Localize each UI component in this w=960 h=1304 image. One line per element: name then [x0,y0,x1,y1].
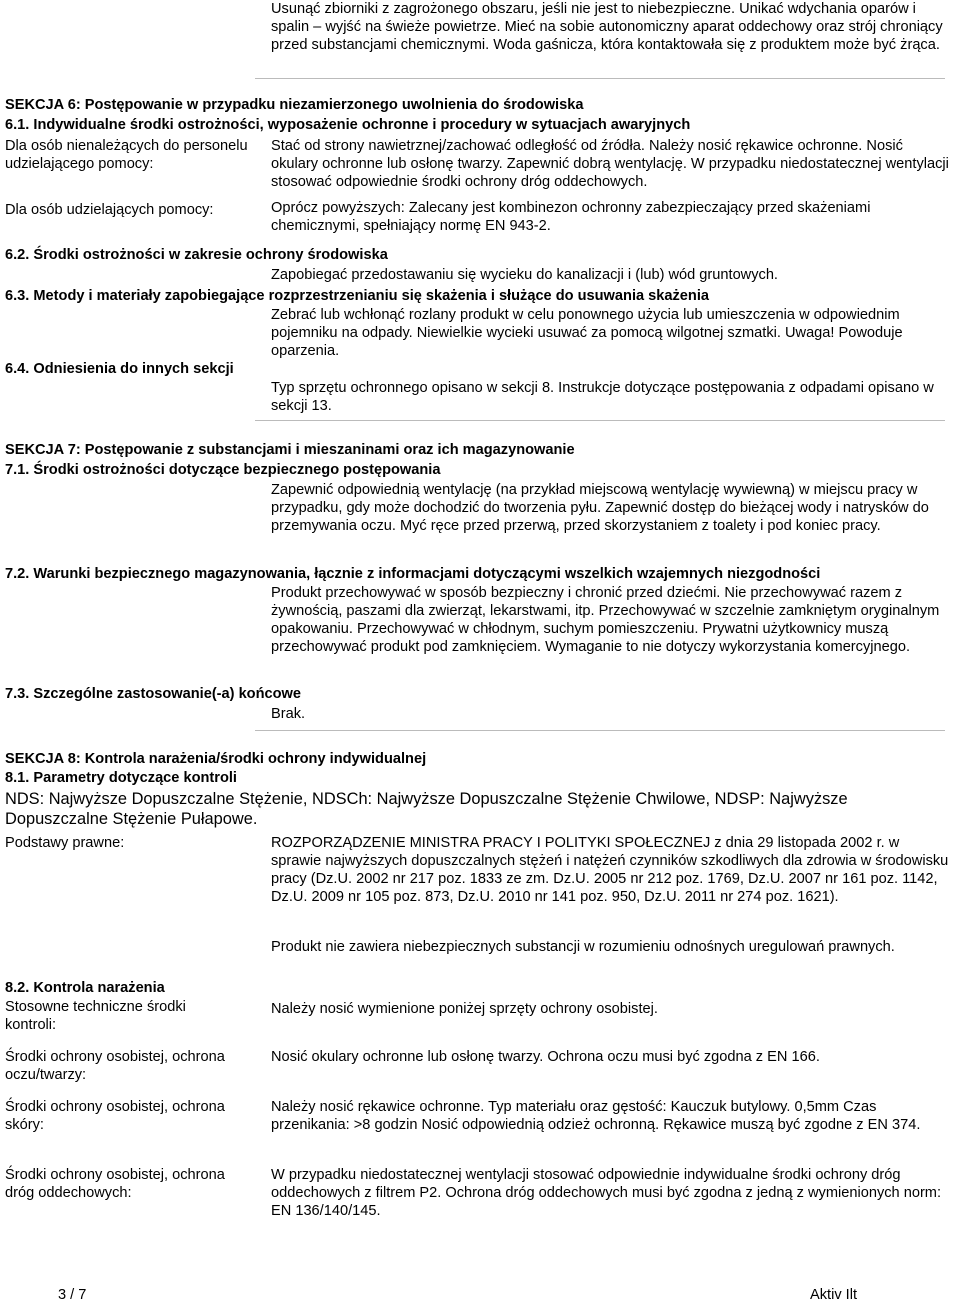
text-respiratory-protection: W przypadku niedostatecznej wentylacji stosować odpowiednie indywidualne środki ochrony dróg oddechowych z filtrem P2. Ochrona dróg oddechowych musi być zgodna z jedną z wymienionych norm: EN 136/140/145. [271,1167,942,1219]
subsection-6-2-heading: 6.2. Środki ostrożności w zakresie ochrony środowiska [5,247,388,263]
section-divider [255,420,945,421]
subsection-8-1-heading: 8.1. Parametry dotyczące kontroli [5,770,237,786]
text-no-hazardous-substances: Produkt nie zawiera niebezpiecznych substancji w rozumieniu odnośnych uregulowań prawnych. [271,939,895,955]
section-divider [255,730,945,731]
text-7-3: Brak. [271,706,306,722]
subsection-6-3-heading: 6.3. Metody i materiały zapobiegające rozprzestrzenianiu się skażenia i służące do usuwania skażenia [5,288,710,304]
subsection-7-2-heading: 7.2. Warunki bezpiecznego magazynowania, łącznie z informacjami dotyczącymi wszelkich wzajemnych niezgodności [5,566,821,582]
label-non-emergency-personnel: Dla osób nienależących do personelu udzielającego pomocy: [5,138,248,172]
text-legal-basis: ROZPORZĄDZENIE MINISTRA PRACY I POLITYKI SPOŁECZNEJ z dnia 29 listopada 2002 r. w sprawie najwyższych dopuszczalnych stężeń i natężeń czynników szkodliwych dla zdrowia w środowisku pracy (Dz.U. 2002 nr 217 poz. 1833 ze zm. Dz.U. 2005 nr 212 poz. 1769, Dz.U. 2007 nr 161 poz. 1142, Dz.U. 2009 nr 105 poz. 873, Dz.U. 2010 nr 141 poz. 950, Dz.U. 2011 nr 274 poz. 1621). [271,835,949,905]
section7-title: SEKCJA 7: Postępowanie z substancjami i mieszaninami oraz ich magazynowanie [5,442,575,458]
text-6-2: Zapobiegać przedostawaniu się wycieku do kanalizacji i (lub) wód gruntowych. [271,267,778,283]
subsection-8-2-heading: 8.2. Kontrola narażenia [5,980,165,996]
label-engineering-controls: Stosowne techniczne środki kontroli: [5,999,186,1033]
text-emergency-responders: Oprócz powyższych: Zalecany jest kombinezon ochronny zabezpieczający przed skażeniami chemicznymi, spełniający normę EN 943-2. [271,200,871,234]
text-7-1: Zapewnić odpowiednią wentylację (na przykład miejscową wentylację wywiewną) w miejscu pracy w przypadku, gdy może dochodzić do tworzenia pyłu. Zapewnić dostęp do bieżącej wody i natrysków do przemywania oczu. Myć ręce przed przerwą, przed skorzystaniem z toalety i pod koniec pracy. [271,482,929,534]
label-legal-basis: Podstawy prawne: [5,835,125,851]
text-eye-face-protection: Nosić okulary ochronne lub osłonę twarzy. Ochrona oczu musi być zgodna z EN 166. [271,1049,820,1065]
subsection-6-4-heading: 6.4. Odniesienia do innych sekcji [5,361,234,377]
section6-title: SEKCJA 6: Postępowanie w przypadku niezamierzonego uwolnienia do środowiska [5,97,584,113]
subsection-7-1-heading: 7.1. Środki ostrożności dotyczące bezpiecznego postępowania [5,462,441,478]
text-skin-protection: Należy nosić rękawice ochronne. Typ materiału oraz gęstość: Kauczuk butylowy. 0,5mm Czas przenikania: >8 godzin Nosić odpowiednią odzież ochronną. Rękawice muszą być zgodne z EN 374. [271,1099,921,1133]
label-emergency-responders: Dla osób udzielających pomocy: [5,202,214,218]
label-respiratory-protection: Środki ochrony osobistej, ochrona dróg oddechowych: [5,1167,225,1201]
subsection-6-1-heading: 6.1. Indywidualne środki ostrożności, wyposażenie ochronne i procedury w sytuacjach awaryjnych [5,117,691,133]
text-engineering-controls: Należy nosić wymienione poniżej sprzęty ochrony osobistej. [271,1001,658,1017]
text-7-2: Produkt przechowywać w sposób bezpieczny i chronić przed dziećmi. Nie przechowywać razem z żywnością, paszami dla zwierząt, lekarstwami, itp. Przechowywać w szczelnie zamkniętym oryginalnym opakowaniu. Przechowywać w chłodnym, suchym pomieszczeniu. Prywatni użytkownicy muszą przechowywać produkt pod zamknięciem. Wymaganie to nie dotyczy wykorzystania komercyjnego. [271,585,940,655]
section5-continuation-text: Usunąć zbiorniki z zagrożonego obszaru, jeśli nie jest to niebezpieczne. Unikać wdychania oparów i spalin – wyjść na świeże powietrze. Mieć na sobie autonomiczny aparat oddechowy oraz strój chroniący przed substancjami chemicznymi. Woda gaśnicza, która kontaktowała się z produktem może być żrąca. [271,1,943,53]
page-number: 3 / 7 [58,1287,87,1303]
subsection-7-3-heading: 7.3. Szczególne zastosowanie(-a) końcowe [5,686,302,702]
product-name: Aktiv Ilt [810,1287,858,1303]
section8-title: SEKCJA 8: Kontrola narażenia/środki ochrony indywidualnej [5,751,427,767]
label-skin-protection: Środki ochrony osobistej, ochrona skóry: [5,1099,225,1133]
nds-definitions: NDS: Najwyższe Dopuszczalne Stężenie, NDSCh: Najwyższe Dopuszczalne Stężenie Chwilowe, NDSP: Najwyższe Dopuszczalne Stężenie Pułapowe. [5,790,848,828]
section-divider [255,78,945,79]
text-6-3: Zebrać lub wchłonąć rozlany produkt w celu ponownego użycia lub umieszczenia w odpowiednim pojemniku na odpady. Niewielkie wycieki usuwać za pomocą wilgotnej szmatki. Uwaga! Powoduje oparzenia. [271,307,903,359]
text-non-emergency-personnel: Stać od strony nawietrznej/zachować odległość od źródła. Należy nosić rękawice ochronne. Nosić okulary ochronne lub osłonę twarzy. Zapewnić dobrą wentylację. W przypadku niedostatecznej wentylacji stosować odpowiednie środki ochrony dróg oddechowych. [271,138,949,190]
label-eye-face-protection: Środki ochrony osobistej, ochrona oczu/twarzy: [5,1049,225,1083]
text-6-4: Typ sprzętu ochronnego opisano w sekcji 8. Instrukcje dotyczące postępowania z odpadami opisano w sekcji 13. [271,380,934,414]
